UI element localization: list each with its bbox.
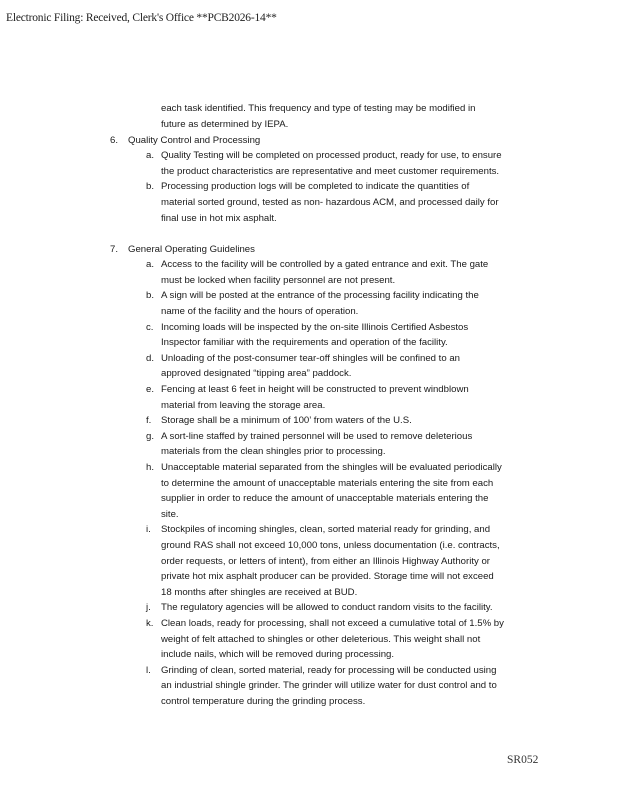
list-item-label: a. (146, 150, 155, 162)
list-item-line: final use in hot mix asphalt. (161, 212, 277, 224)
list-item-line: order requests, or letters of intent), from either an Illinois Highway Authority or (161, 555, 490, 567)
list-item-line: Inspector familiar with the requirements and operation of the facility. (161, 337, 448, 349)
list-item-line: ground RAS shall not exceed 10,000 tons, unless documentation (i.e. contracts, (161, 539, 500, 551)
list-item-line: Fencing at least 6 feet in height will be constructed to prevent windblown (161, 383, 469, 395)
list-item-label: c. (146, 321, 154, 333)
list-item-line: Clean loads, ready for processing, shall not exceed a cumulative total of 1.5% by (161, 617, 504, 629)
list-item-label: a. (146, 259, 155, 271)
list-item-line: Grinding of clean, sorted material, ready for processing will be conducted using (161, 664, 497, 676)
list-item-label: e. (146, 383, 155, 395)
list-item-line: Storage shall be a minimum of 100’ from waters of the U.S. (161, 415, 412, 427)
list-item-line: control temperature during the grinding process. (161, 695, 366, 707)
list-item-label: b. (146, 290, 155, 302)
section-title: Quality Control and Processing (128, 134, 261, 146)
list-item-line: Quality Testing will be completed on processed product, ready for use, to ensure (161, 150, 502, 162)
filing-stamp-combined: Electronic Filing: Received, Clerk's Office **PCB2026-14** (6, 12, 277, 24)
list-item-label: d. (146, 352, 155, 364)
list-item-line: Processing production logs will be completed to indicate the quantities of (161, 181, 470, 193)
list-item-line: private hot mix asphalt producer can be provided. Storage time will not exceed (161, 571, 494, 583)
list-item-line: Unloading of the post-consumer tear-off shingles will be confined to an (161, 352, 461, 364)
list-item-line: material sorted ground, tested as non- hazardous ACM, and processed daily for (161, 196, 499, 208)
list-item-label: b. (146, 181, 155, 193)
body-line: each task identified. This frequency and type of testing may be modified in (161, 103, 476, 114)
list-item-line: supplier in order to reduce the amount of unacceptable materials entering the (161, 493, 489, 505)
list-item-line: material from leaving the storage area. (161, 399, 326, 411)
list-item-line: must be locked when facility personnel are not present. (161, 274, 396, 286)
page-code: SR052 (507, 754, 539, 766)
list-item-line: the product characteristics are representative and meet customer requirements. (161, 165, 500, 177)
list-item-label: l. (146, 664, 151, 676)
list-item-line: name of the facility and the hours of operation. (161, 305, 359, 317)
list-item-line: Incoming loads will be inspected by the on-site Illinois Certified Asbestos (161, 321, 469, 333)
list-item-label: g. (146, 430, 155, 442)
list-item-line: site. (161, 508, 179, 520)
section-title: General Operating Guidelines (128, 243, 255, 255)
list-item-line: approved designated “tipping area” paddock. (161, 368, 352, 380)
list-item-line: include nails, which will be removed during processing. (161, 649, 395, 661)
list-item-line: Unacceptable material separated from the shingles will be evaluated periodically (161, 461, 502, 473)
list-item-label: i. (146, 524, 151, 536)
list-item-label: j. (146, 602, 151, 614)
section-number: 7. (110, 243, 119, 255)
list-item-line: Access to the facility will be controlled by a gated entrance and exit. The gate (161, 259, 489, 271)
list-item-line: The regulatory agencies will be allowed to conduct random visits to the facility. (161, 602, 493, 614)
list-item-line: 18 months after shingles are received at BUD. (161, 586, 358, 598)
list-item-line: A sign will be posted at the entrance of the processing facility indicating the (161, 290, 479, 302)
body-line: future as determined by IEPA. (161, 118, 289, 130)
list-item-line: Stockpiles of incoming shingles, clean, sorted material ready for grinding, and (161, 524, 491, 536)
list-item-label: f. (146, 415, 152, 427)
section-number: 6. (110, 134, 119, 146)
list-item-line: materials from the clean shingles prior to processing. (161, 446, 386, 458)
list-item-line: to determine the amount of unacceptable materials entering the site from each (161, 477, 494, 489)
list-item-label: h. (146, 461, 155, 473)
list-item-line: A sort-line staffed by trained personnel will be used to remove deleterious (161, 430, 473, 442)
list-item-line: an industrial shingle grinder. The grinder will utilize water for dust control and to (161, 680, 497, 692)
list-item-label: k. (146, 617, 154, 629)
list-item-line: weight of felt attached to shingles or other deleterious. This weight shall not (161, 633, 481, 645)
